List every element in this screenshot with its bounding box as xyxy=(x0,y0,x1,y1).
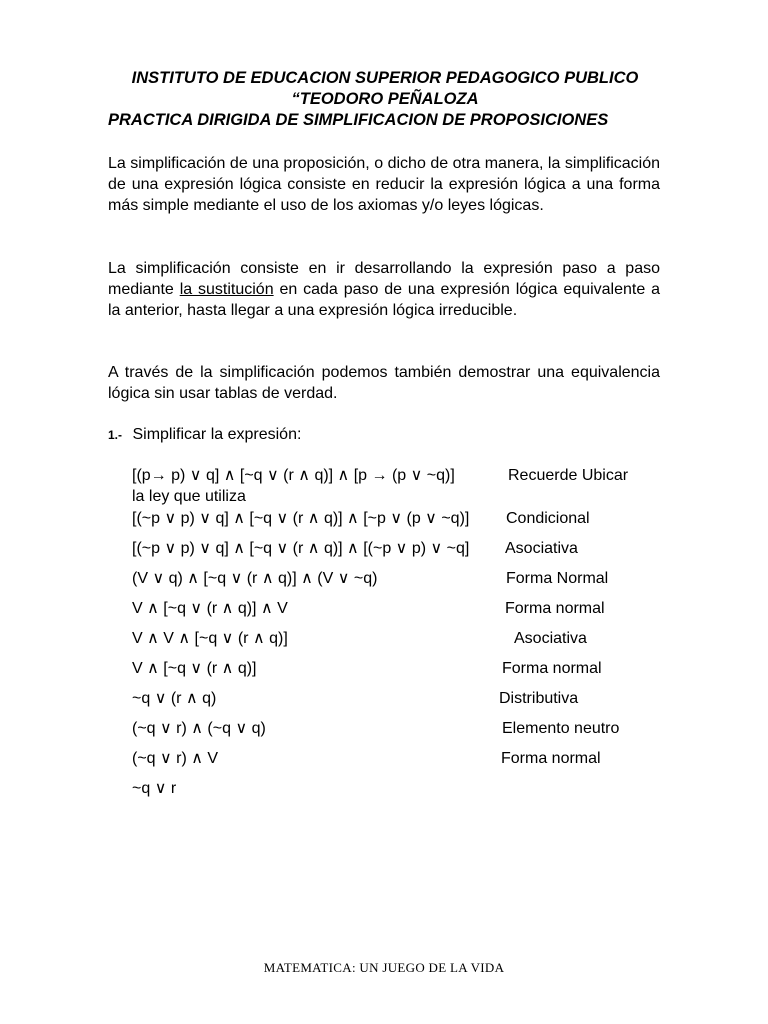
step-rule: Distributiva xyxy=(499,690,579,707)
step-rule: Recuerde Ubicar xyxy=(508,467,629,484)
intro-p2-text-before: La simplificación consiste en ir desarrollando la expresión paso a paso mediante xyxy=(108,260,660,298)
step-rule: Asociativa xyxy=(514,630,587,647)
step-expression: V ∧ V ∧ [~q ∨ (r ∧ q)] xyxy=(132,630,288,647)
step-expression: (~q ∨ r) ∧ V xyxy=(132,750,219,767)
step-expression: [(~p ∨ p) ∨ q] ∧ [~q ∨ (r ∧ q)] ∧ [~p ∨ (p ∨ ~q)] xyxy=(132,510,470,527)
intro-paragraph-2 xyxy=(108,258,660,321)
step-rule: Forma normal xyxy=(502,660,602,677)
intro-paragraph-3: A través de la simplificación podemos también demostrar una equivalencia lógica sin usar tablas de verdad. xyxy=(108,364,660,402)
exercise-number: 1.- xyxy=(108,428,123,442)
step-rule-continuation: la ley que utiliza xyxy=(132,488,246,505)
intro-p2-text-after: en cada paso de una expresión lógica equivalente a la anterior, hasta llegar a una expresión lógica irreducible. xyxy=(108,281,661,319)
document-heading xyxy=(108,68,662,131)
step-expression: ~q ∨ r xyxy=(132,780,177,797)
step-expression: [(~p ∨ p) ∨ q] ∧ [~q ∨ (r ∧ q)] ∧ [(~p ∨ p) ∨ ~q] xyxy=(132,540,470,557)
step-expression: V ∧ [~q ∨ (r ∧ q)] xyxy=(132,660,257,677)
step-expression: (~q ∨ r) ∧ (~q ∨ q) xyxy=(132,720,266,737)
step-rule: Asociativa xyxy=(505,540,578,557)
step-rule: Forma Normal xyxy=(506,570,609,587)
step-expression: V ∧ [~q ∨ (r ∧ q)] ∧ V xyxy=(132,600,288,617)
intro-paragraph-1: La simplificación de una proposición, o dicho de otra manera, la simplificación de una expresión lógica consiste en reducir la expresión lógica a una forma más simple mediante el uso de los axiomas y/o leyes lógicas. xyxy=(108,155,660,214)
heading-institution: INSTITUTO DE EDUCACION SUPERIOR PEDAGOGICO PUBLICO xyxy=(131,69,639,87)
step-expression: [(p→ p) ∨ q] ∧ [~q ∨ (r ∧ q)] ∧ [p → (p ∨ ~q)] xyxy=(132,467,455,484)
step-rule: Condicional xyxy=(506,510,590,527)
intro-p2-underlined: la sustitución xyxy=(179,281,274,298)
exercise-prompt: Simplificar la expresión: xyxy=(132,426,302,443)
heading-institution-name: “TEODORO PEÑALOZA xyxy=(291,90,479,108)
step-expression: (V ∨ q) ∧ [~q ∨ (r ∧ q)] ∧ (V ∨ ~q) xyxy=(132,570,378,587)
page-footer: MATEMATICA: UN JUEGO DE LA VIDA xyxy=(263,960,505,975)
step-expression: ~q ∨ (r ∧ q) xyxy=(132,690,217,707)
step-rule: Forma normal xyxy=(501,750,601,767)
step-rule: Forma normal xyxy=(505,600,605,617)
exercise-header xyxy=(108,424,301,446)
step-rule: Elemento neutro xyxy=(502,720,620,737)
heading-practice-title: PRACTICA DIRIGIDA DE SIMPLIFICACION DE PROPOSICIONES xyxy=(108,111,609,129)
